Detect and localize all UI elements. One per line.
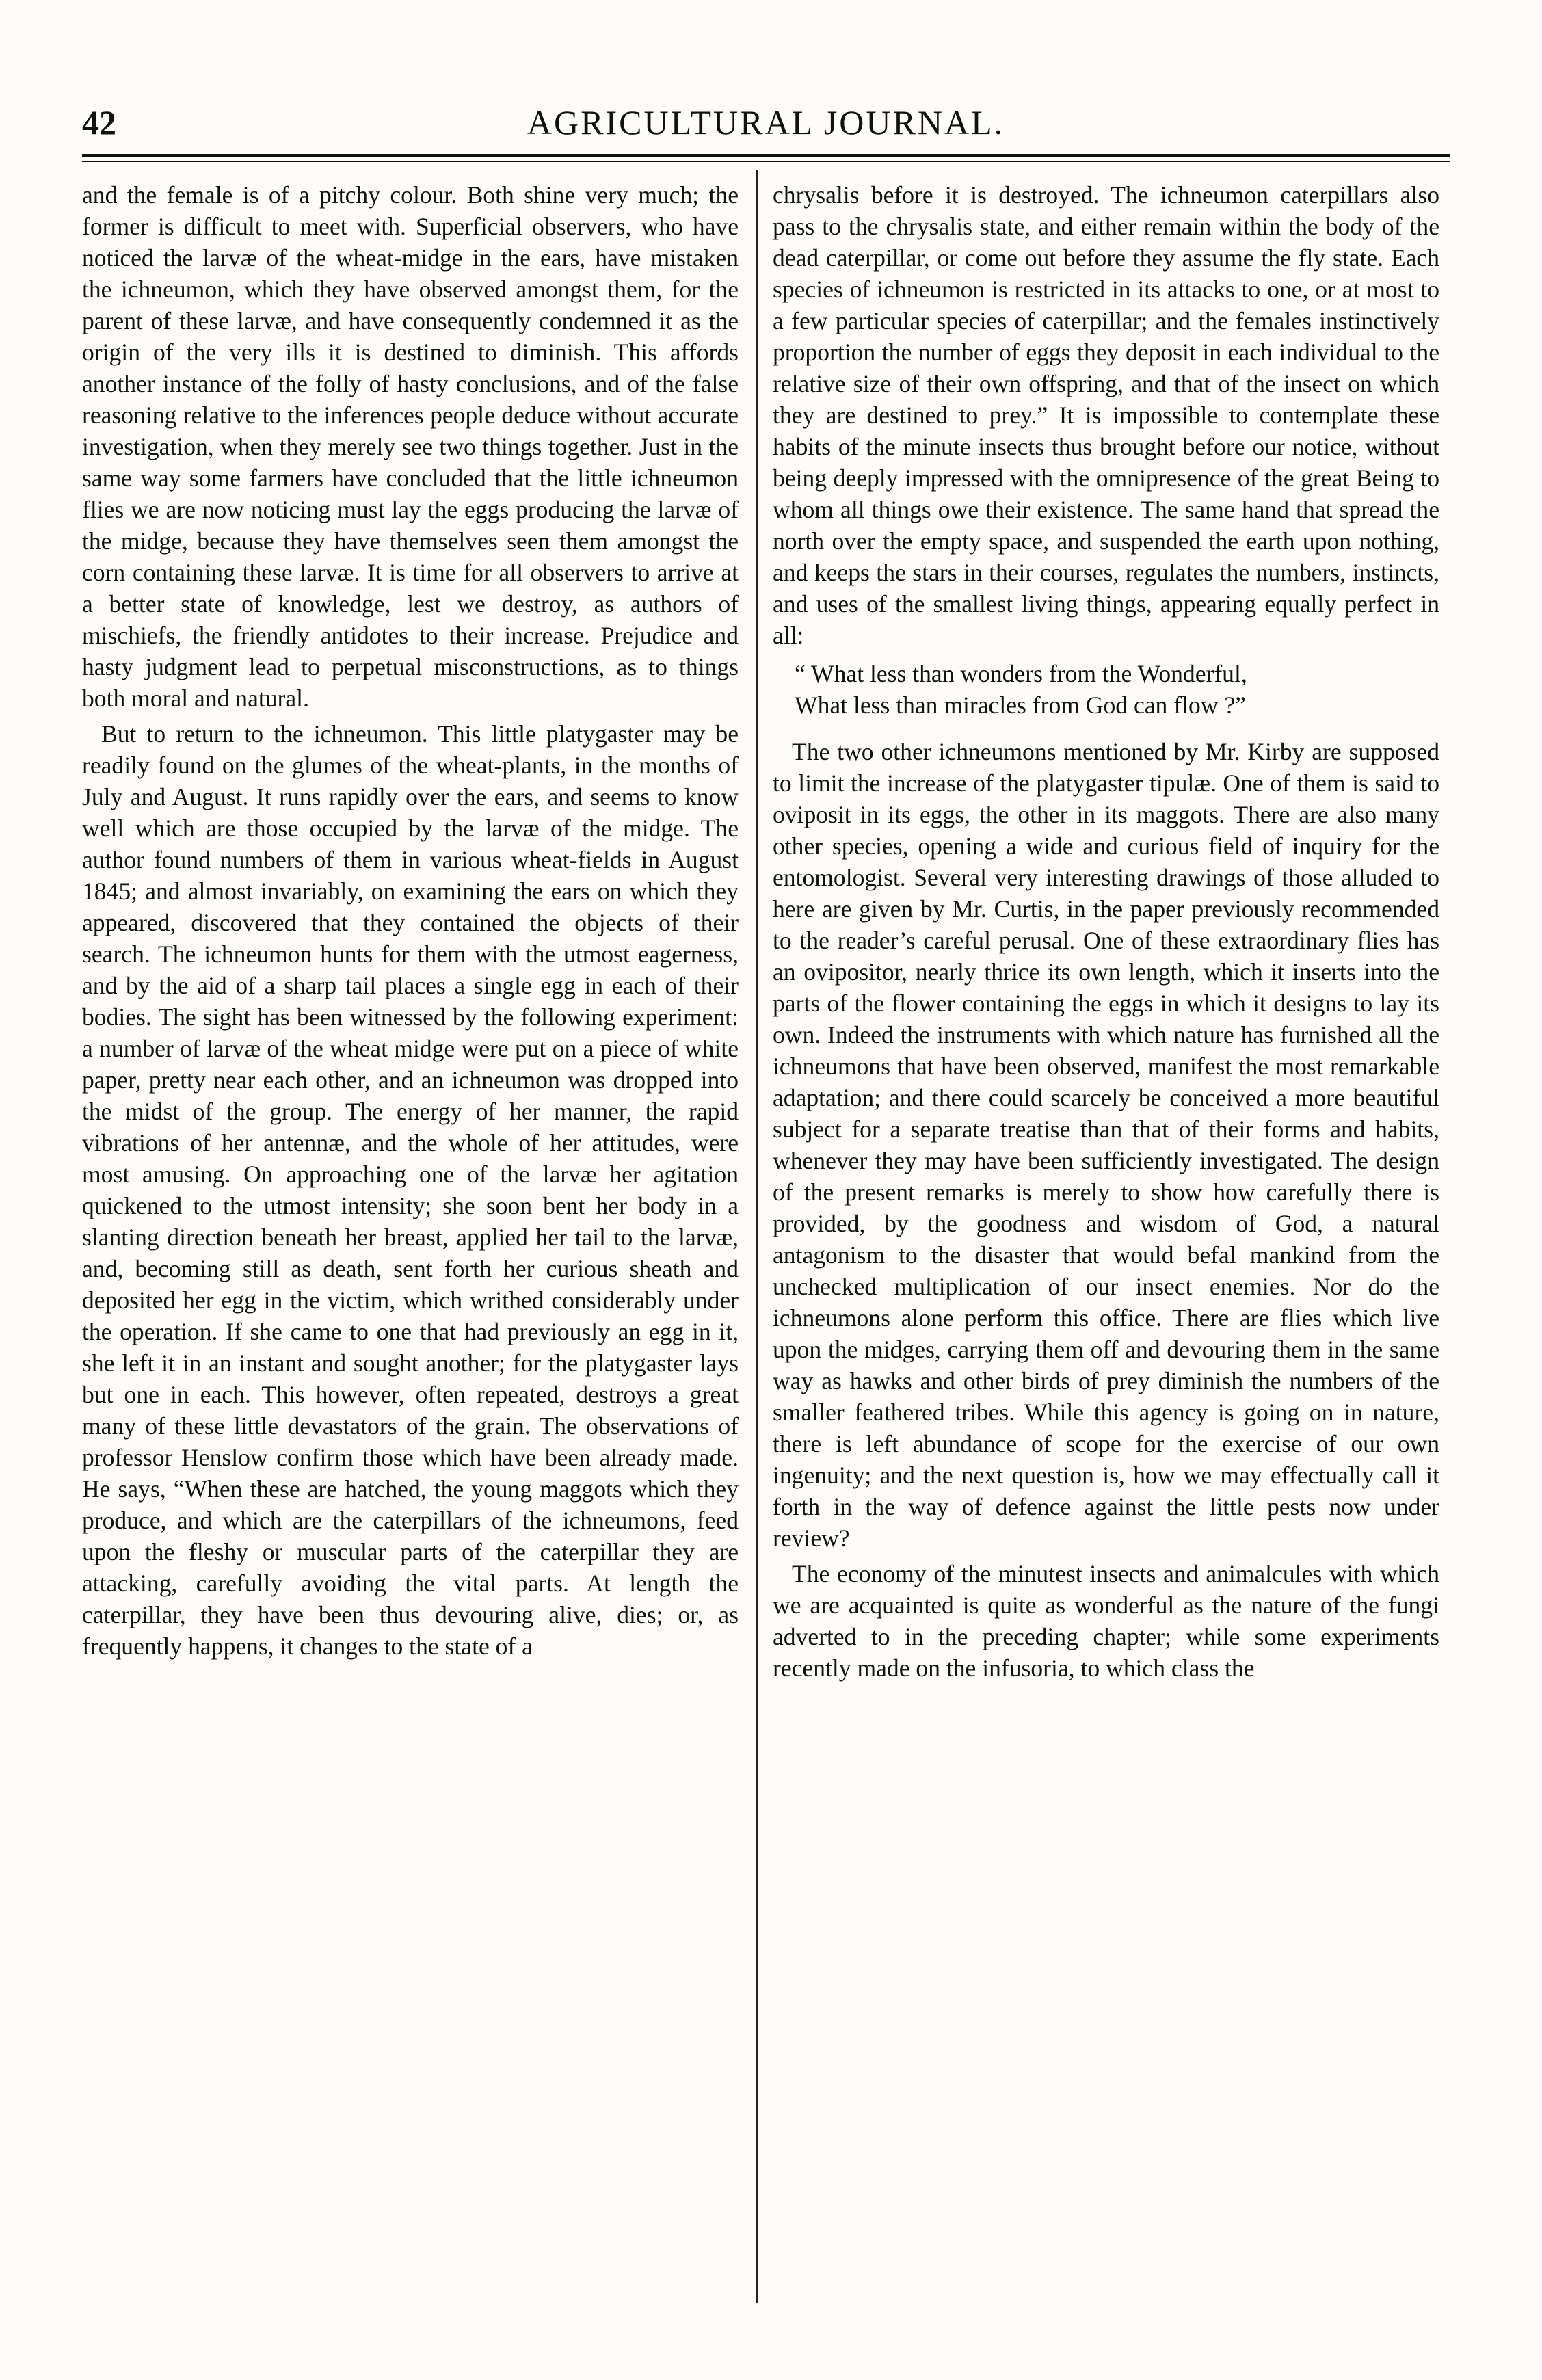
verse-quotation [773,658,1439,721]
column-divider [756,170,758,2303]
paragraph: The economy of the minutest insects and animalcules with which we are acquainted is quite as wonderful as the nature of the fungi adverted to in the preceding chapter; while some experiments recently made on the infusoria, to which class the [773,1560,1439,1682]
paragraph: chrysalis before it is destroyed. The ichneumon caterpillars also pass to the chrysalis state, and either remain within the body of the dead caterpillar, or come out before they assume the fly state. Each species of ichneumon is restricted in its attacks to one, or at most to a few particular species of caterpillar; and the females instinctively proportion the number of eggs they deposit in each individual to the relative size of their own offspring, and that of the insect on which they are destined to prey.” It is impossible to contemplate these habits of the minute insects thus brought before our notice, without being deeply impressed with the omnipresence of the great Being to whom all things owe their existence. The same hand that spread the north over the empty space, and suspended the earth upon nothing, and keeps the stars in their courses, regulates the numbers, instincts, and uses of the smallest living things, appearing equally perfect in all: [773,181,1439,649]
header-rule-thick [82,154,1450,157]
paragraph: The two other ichneumons mentioned by Mr. Kirby are supposed to limit the increase of the platygaster tipulæ. One of them is said to oviposit in its eggs, the other in its maggots. There are also many other species, opening a wide and curious field of inquiry for the entomologist. Several very interesting drawings of those alluded to here are given by Mr. Curtis, in the paper previously recommended to the reader’s careful perusal. One of these extraordinary flies has an ovipositor, nearly thrice its own length, which it inserts into the parts of the flower containing the eggs in which it designs to lay its own. Indeed the instruments with which nature has furnished all the ichneumons that have been observed, manifest the most remarkable adaptation; and there could scarcely be conceived a more beautiful subject for a separate treatise than that of their forms and habits, whenever they may have been sufficiently investigated. The design of the present remarks is merely to show how carefully there is provided, by the goodness and wisdom of God, a natural antagonism to the disaster that would befal mankind from the unchecked multiplication of our insect enemies. Nor do the ichneumons alone perform this office. There are flies which live upon the midges, carrying them off and devouring them in the same way as hawks and other birds of prey diminish the numbers of the smaller feathered tribes. While this agency is going on in nature, there is left abundance of scope for the exercise of our own ingenuity; and the next question is, how we may effectually call it forth in the way of defence against the little pests now under review? [773,738,1439,1552]
paragraph: and the female is of a pitchy colour. Both shine very much; the former is difficult to meet with. Superficial observers, who have noticed the larvæ of the wheat-midge in the ears, have mistaken the ichneumon, which they have observed amongst them, for the parent of these larvæ, and have consequently condemned it as the origin of the very ills it is destined to diminish. This affords another instance of the folly of hasty conclusions, and of the false reasoning relative to the inferences people deduce without accurate investigation, when they merely see two things together. Just in the same way some farmers have concluded that the little ichneumon flies we are now noticing must lay the eggs producing the larvæ of the midge, because they have themselves seen them amongst the corn containing these larvæ. It is time for all observers to arrive at a better state of knowledge, lest we destroy, as authors of mischiefs, the friendly antidotes to their increase. Prejudice and hasty judgment lead to perpetual misconstructions, as to things both moral and natural. [82,181,739,712]
verse-line: What less than miracles from God can flow ?” [795,691,1246,719]
running-title: AGRICULTURAL JOURNAL. [527,103,1005,142]
paragraph: But to return to the ichneumon. This little platygaster may be readily found on the glumes of the wheat-plants, in the months of July and August. It runs rapidly over the ears, and seems to know well which are those occupied by the larvæ of the midge. The author found numbers of them in various wheat-fields in August 1845; and almost invariably, on examining the ears on which they appeared, discovered that they contained the objects of their search. The ichneumon hunts for them with the utmost eagerness, and by the aid of a sharp tail places a single egg in each of their bodies. The sight has been witnessed by the following experiment: a number of larvæ of the wheat midge were put on a piece of white paper, pretty near each other, and an ichneumon was dropped into the midst of the group. The energy of her manner, the rapid vibrations of her antennæ, and the whole of her attitudes, were most amusing. On approaching one of the larvæ her agitation quickened to the utmost intensity; she soon bent her body in a slanting direction beneath her breast, applied her tail to the larvæ, and, becoming still as death, sent forth her curious sheath and deposited her egg in the victim, which writhed considerably under the operation. If she came to one that had previously an egg in it, she left it in an instant and sought another; for the platygaster lays but one in each. This however, often repeated, destroys a great many of these little devastators of the grain. The observations of professor Henslow confirm those which have been already made. He says, “When these are hatched, the young maggots which they produce, and which are the caterpillars of the ichneumons, feed upon the fleshy or muscular parts of the caterpillar they are attacking, carefully avoiding the vital parts. At length the caterpillar, they have been thus devouring alive, dies; or, as frequently happens, it changes to the state of a [82,720,739,1660]
page-number: 42 [82,103,116,142]
header-rule-thin [82,161,1450,162]
page-header [82,103,1450,150]
verse-line: “ What less than wonders from the Wonderful, [795,660,1247,687]
right-column [773,179,1439,1684]
left-column [82,179,739,1662]
